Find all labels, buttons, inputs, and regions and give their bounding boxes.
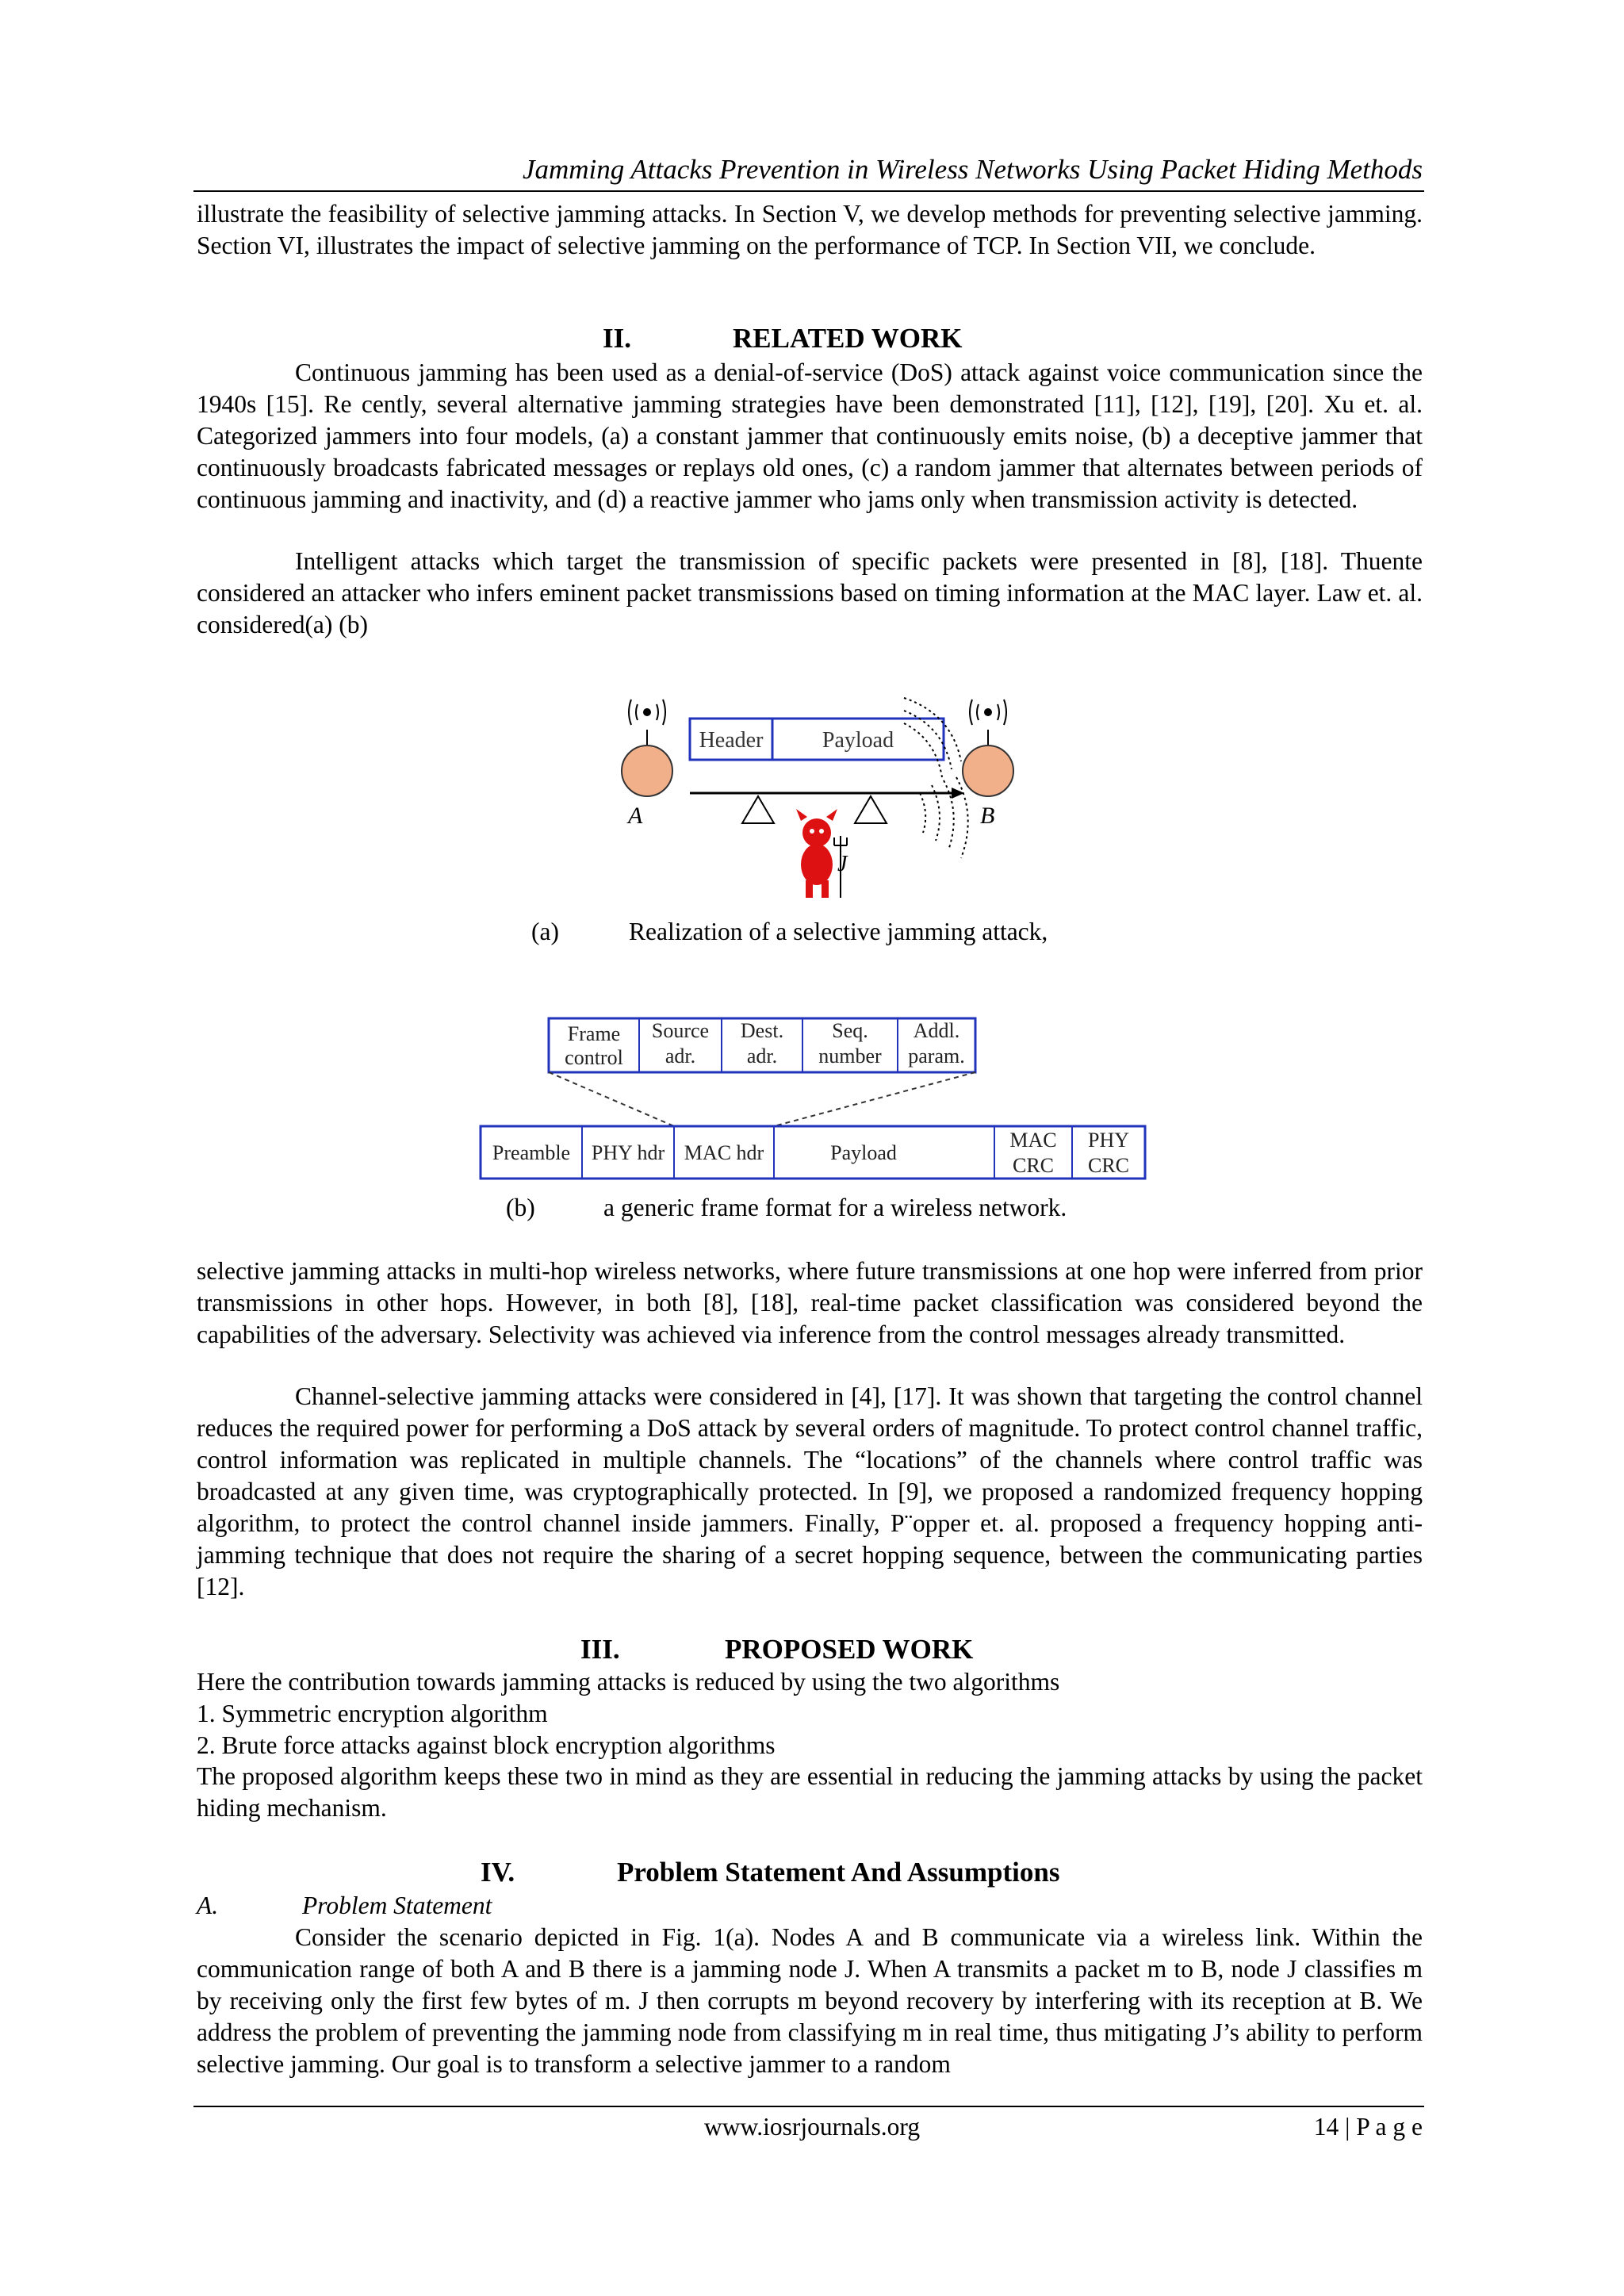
expansion-line-left: [549, 1072, 674, 1126]
section-title: RELATED WORK: [733, 323, 963, 354]
antenna-a-icon: [629, 700, 665, 746]
related-work-paragraph-3: selective jamming attacks in multi-hop wireless networks, where future transmissions at one hop were inferred from prior transmissions in other hops. However, in both [8], [18], real-time packet classification was considered beyond the capabilities of the adversary. Selectivity was achieved via inference from the control messages already transmitted.: [197, 1257, 1423, 1348]
running-title: Jamming Attacks Prevention in Wireless Networks Using Packet Hiding Methods: [522, 154, 1423, 185]
node-a-label: A: [628, 803, 643, 829]
jammer-antenna-right-icon: [855, 796, 887, 823]
mac-field-source-line2: adr.: [665, 1045, 696, 1068]
related-work-paragraph-1: Continuous jamming has been used as a denial-of-service (DoS) attack against voice communication since the 1940s [15]. Re cently, several alternative jamming strategies have been demonstrated [11], [12], [19], [20]. Xu et. al. Categorized jammers into four models, (a) a constant jammer that continuously emits noise, (b) a deceptive jammer that continuously broadcasts fabricated messages or replays old ones, (c) a random jammer that alternates between periods of continuous jamming and inactivity, and (d) a reactive jammer who jams only when transmission activity is detected.: [197, 358, 1423, 513]
frame-field-mac-crc-line1: MAC: [1009, 1129, 1057, 1152]
section-number: II.: [603, 323, 631, 354]
figure-a-jamming-scenario: [603, 682, 1031, 904]
section-number: IV.: [481, 1857, 515, 1888]
problem-statement-paragraph: Consider the scenario depicted in Fig. 1(a). Nodes A and B communicate via a wireless link. Within the communication range of both A and B there is a jamming node J. When A transmits a packet m to B, node J classifies m by receiving only the first few bytes of m. J then corrupts m beyond recovery by interfering with its reception at B. We address the problem of preventing the jamming node from classifying m in real time, thus mitigating J’s ability to perform selective jamming. Our goal is to transform a selective jammer to a random: [197, 1923, 1423, 2078]
mac-field-seq-line2: number: [818, 1045, 882, 1068]
mac-field-frame-control-line1: Frame: [567, 1022, 621, 1045]
related-work-paragraph-2: Intelligent attacks which target the transmission of specific packets were presented in [8], [18]. Thuente considered an attacker who infers eminent packet transmissions based on timing information at the MAC layer. Law et. al. considered(a) (b): [197, 547, 1423, 638]
packet-payload-label: Payload: [822, 728, 894, 753]
antenna-b-icon: [970, 700, 1006, 746]
section-number: III.: [580, 1634, 620, 1665]
frame-field-phy-hdr: PHY hdr: [591, 1141, 665, 1164]
packet-header-label: Header: [699, 728, 764, 753]
frame-field-phy-crc-line1: PHY: [1087, 1129, 1130, 1152]
intro-paragraph: illustrate the feasibility of selective jamming attacks. In Section V, we develop methods for preventing selective jamming. Section VI, illustrates the impact of selective jamming on the performance of TCP. In Section VII, we conclude.: [197, 200, 1423, 259]
mac-field-dest-line2: adr.: [746, 1045, 778, 1068]
node-b-icon: [963, 746, 1013, 796]
footer-rule: [193, 2106, 1424, 2107]
proposed-work-intro: Here the contribution towards jamming attacks is reduced by using the two algorithms: [197, 1668, 1060, 1696]
header-rule: [193, 190, 1424, 192]
section-title: Problem Statement And Assumptions: [617, 1857, 1060, 1888]
mac-field-dest-line1: Dest.: [740, 1019, 784, 1042]
mac-field-addl-line2: param.: [908, 1045, 965, 1068]
figure-b-caption-text: a generic frame format for a wireless network.: [603, 1194, 1067, 1221]
expansion-line-right: [774, 1072, 975, 1126]
jammer-antenna-left-icon: [742, 796, 774, 823]
frame-field-payload: Payload: [830, 1141, 897, 1164]
frame-field-mac-hdr: MAC hdr: [684, 1141, 764, 1164]
mac-field-frame-control-line2: control: [565, 1046, 623, 1069]
figure-b-caption-label: (b): [506, 1194, 535, 1221]
figure-b-frame-format: [476, 1015, 1150, 1182]
frame-field-phy-crc-line2: CRC: [1087, 1154, 1130, 1177]
figure-a-caption-label: (a): [531, 918, 559, 945]
proposed-work-item-1: 1. Symmetric encryption algorithm: [197, 1700, 548, 1727]
frame-field-mac-crc-line2: CRC: [1012, 1154, 1055, 1177]
proposed-work-closing: The proposed algorithm keeps these two in mind as they are essential in reducing the jamming attacks by using the packet hiding mechanism.: [197, 1762, 1423, 1822]
related-work-paragraph-4: Channel-selective jamming attacks were considered in [4], [17]. It was shown that targeting the control channel reduces the required power for performing a DoS attack by several orders of magnitude. To protect control channel traffic, control information was replicated in multiple channels. The “locations” of the channels where control traffic was broadcasted at any given time, was cryptographically protected. In [9], we proposed a randomized frequency hopping algorithm, to protect the control channel inside jammers. Finally, P¨opper et. al. proposed a frequency hopping anti-jamming technique that does not require the sharing of a secret hopping sequence, between the communicating parties [12].: [197, 1382, 1423, 1600]
figure-a-caption-text: Realization of a selective jamming attack,: [629, 918, 1048, 945]
node-a-icon: [622, 746, 672, 796]
subsection-title: Problem Statement: [302, 1892, 492, 1919]
mac-field-addl-line1: Addl.: [913, 1019, 960, 1042]
frame-field-preamble: Preamble: [492, 1141, 571, 1164]
footer-page-number: 14 | P a g e: [1313, 2113, 1423, 2141]
proposed-work-item-2: 2. Brute force attacks against block encryption algorithms: [197, 1731, 776, 1759]
footer-website: www.iosrjournals.org: [704, 2113, 921, 2141]
subsection-label: A.: [197, 1892, 219, 1919]
node-j-label: J: [837, 852, 848, 876]
mac-field-source-line1: Source: [651, 1019, 710, 1042]
node-b-label: B: [980, 803, 995, 829]
section-title: PROPOSED WORK: [725, 1634, 974, 1665]
mac-field-seq-line1: Seq.: [832, 1019, 868, 1042]
